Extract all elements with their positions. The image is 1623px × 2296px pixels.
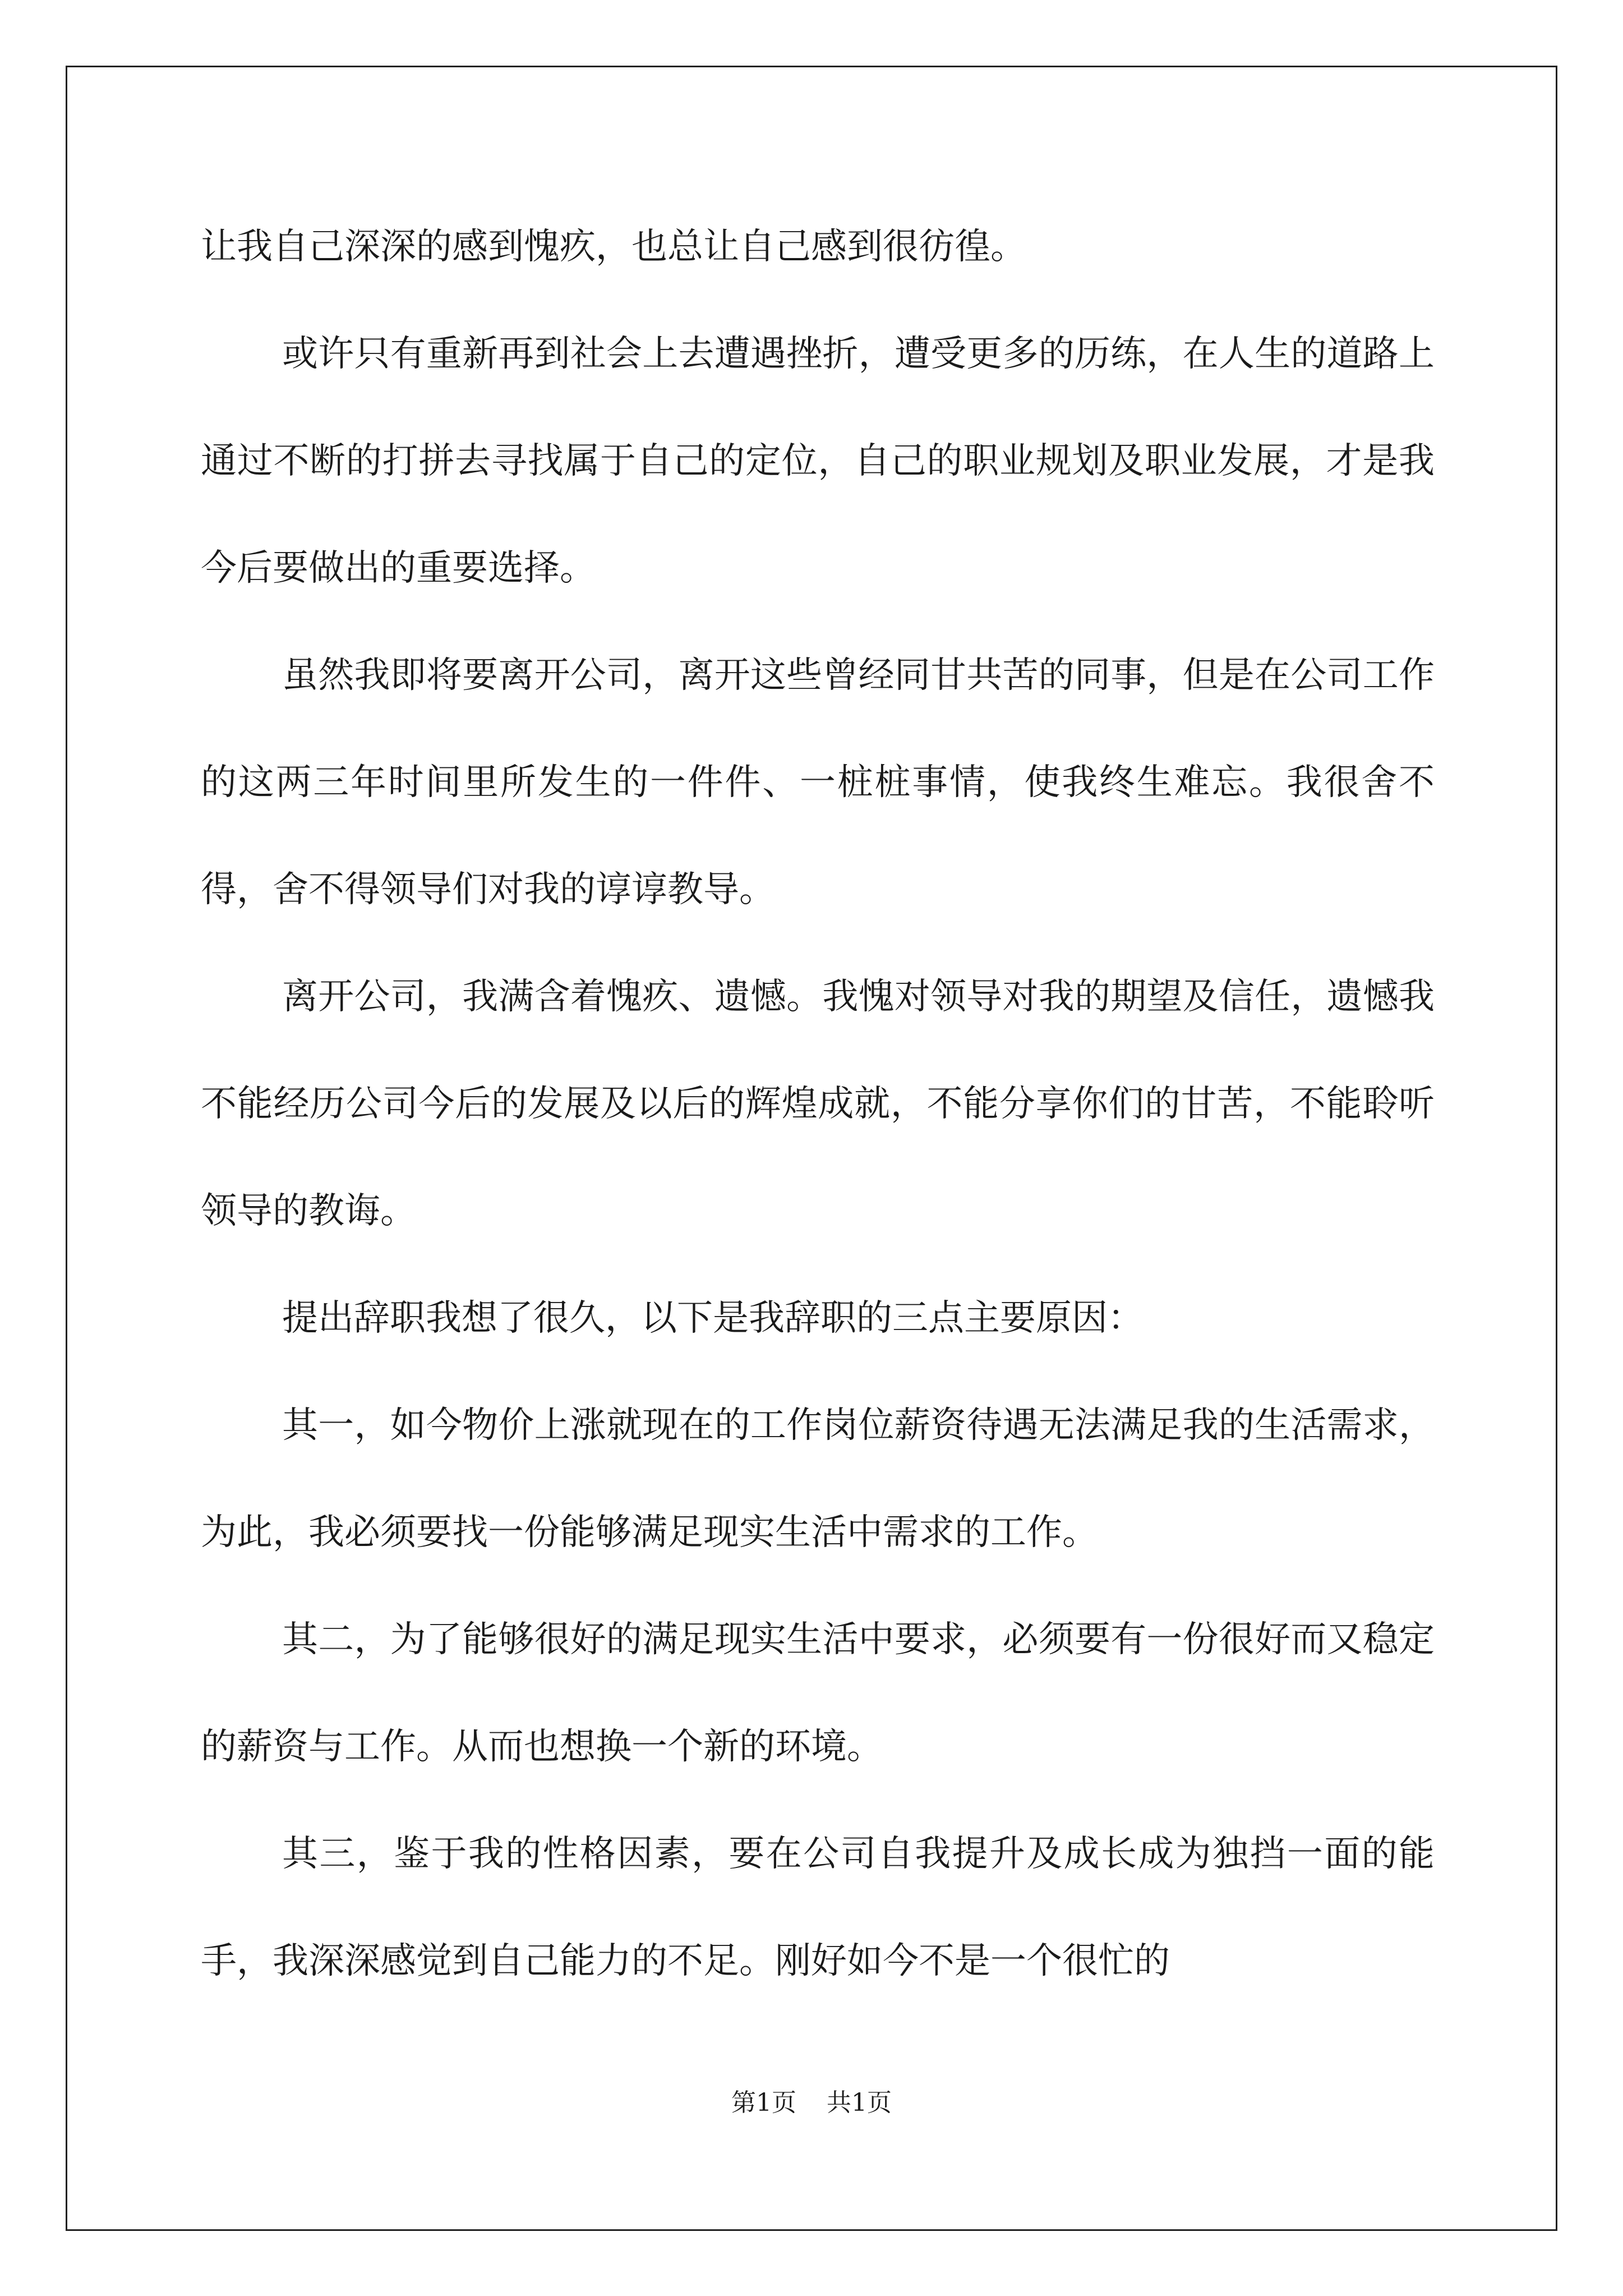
paragraph-6: 其一，如今物价上涨就现在的工作岗位薪资待遇无法满足我的生活需求，为此，我必须要找一份能够满足现实生活中需求的工作。 — [201, 1405, 1435, 1553]
paragraph-7: 其二，为了能够很好的满足现实生活中要求，必须要有一份很好而又稳定的薪资与工作。从而也想换一个新的环境。 — [201, 1619, 1435, 1768]
paragraph-5: 提出辞职我想了很久，以下是我辞职的三点主要原因： — [282, 1297, 1144, 1339]
paragraph-3: 虽然我即将要离开公司，离开这些曾经同甘共苦的同事，但是在公司工作的这两三年时间里所发生的一件件、一桩桩事情，使我终生难忘。我很舍不得，舍不得领导们对我的谆谆教导。 — [201, 655, 1435, 910]
page-total: 共1页 — [827, 2088, 892, 2117]
document-body — [201, 194, 1435, 2015]
page-footer — [0, 2082, 1623, 2118]
page-number: 第1页 — [731, 2088, 796, 2117]
paragraph-4: 离开公司，我满含着愧疚、遗憾。我愧对领导对我的期望及信任，遗憾我不能经历公司今后的发展及以后的辉煌成就，不能分享你们的甘苦，不能聆听领导的教诲。 — [201, 976, 1435, 1232]
paragraph-2: 或许只有重新再到社会上去遭遇挫折，遭受更多的历练，在人生的道路上通过不断的打拼去寻找属于自己的定位，自己的职业规划及职业发展，才是我今后要做出的重要选择。 — [201, 333, 1435, 589]
paragraph-1: 让我自己深深的感到愧疚，也总让自己感到很彷徨。 — [201, 226, 1026, 268]
paragraph-8: 其三，鉴于我的性格因素，要在公司自我提升及成长成为独挡一面的能手，我深深感觉到自己能力的不足。刚好如今不是一个很忙的 — [201, 1833, 1435, 1982]
